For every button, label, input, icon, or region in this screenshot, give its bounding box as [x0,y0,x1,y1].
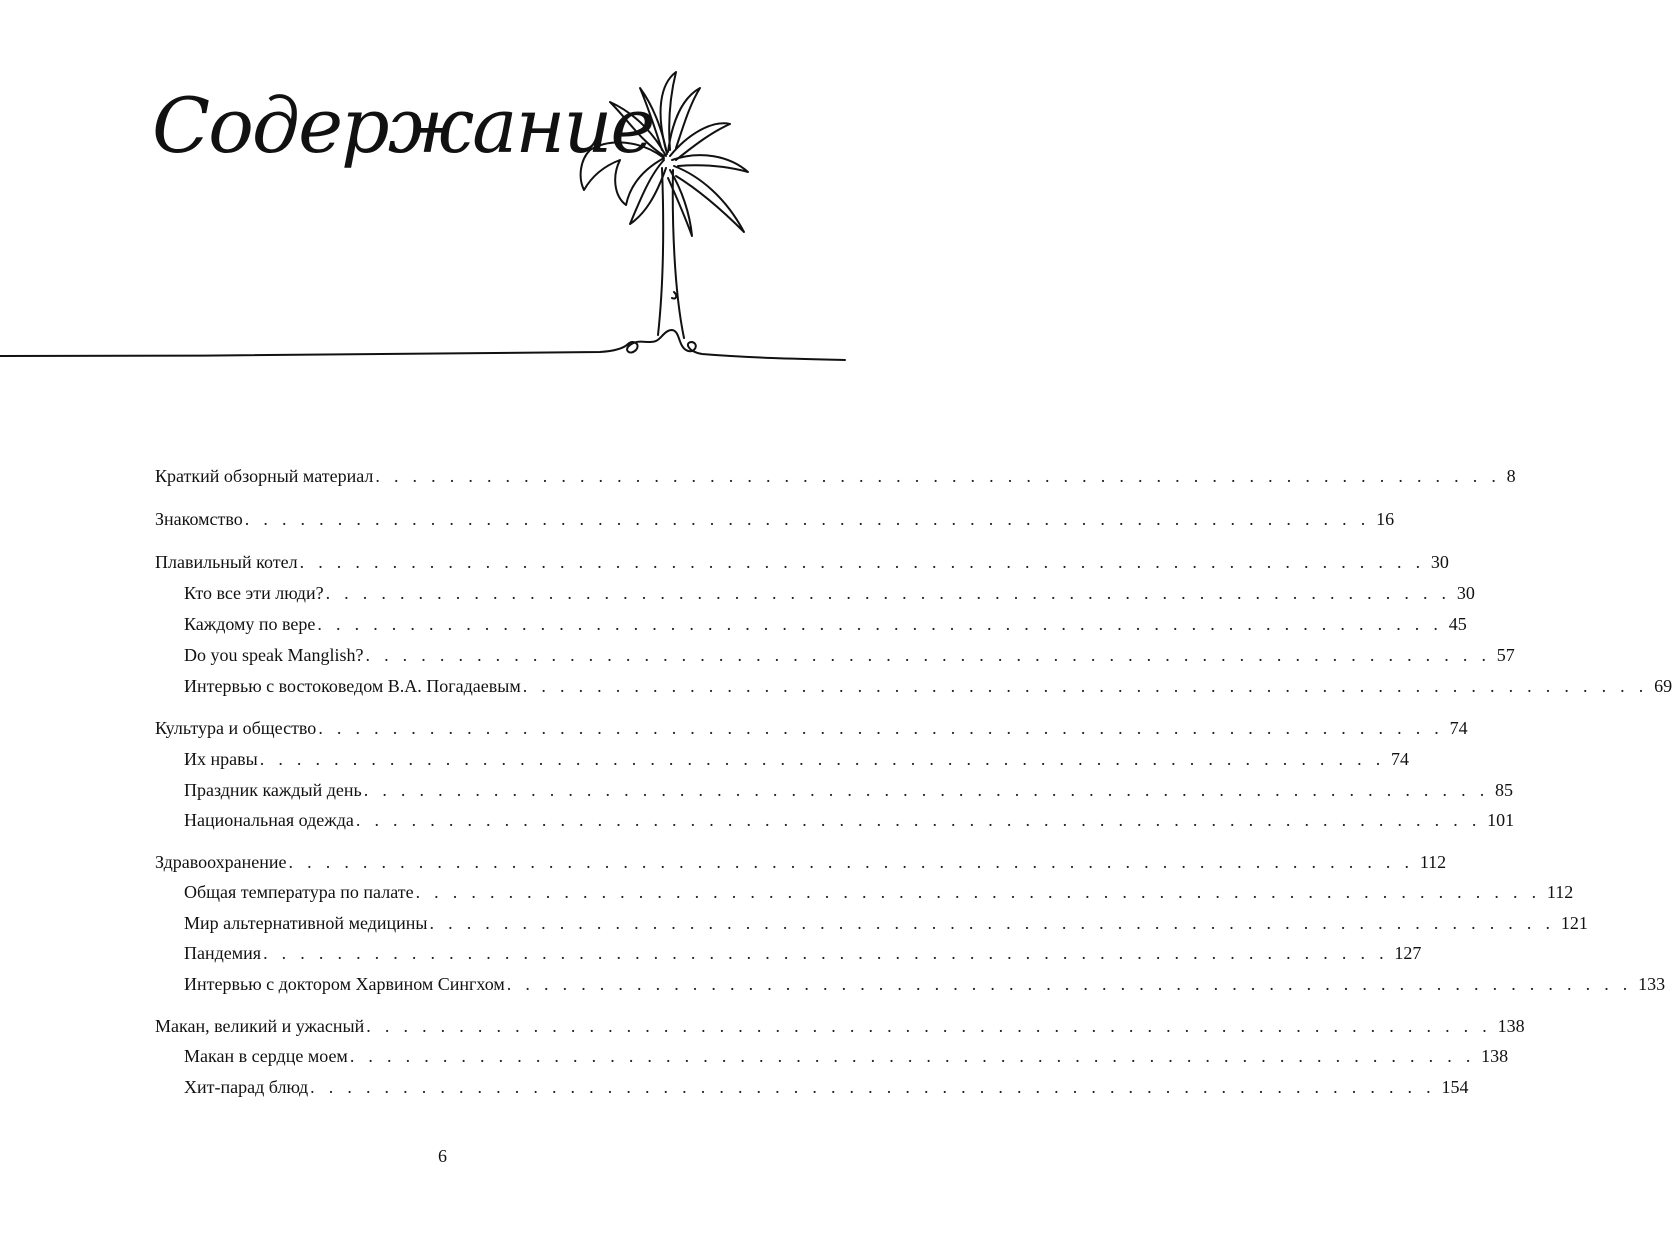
horizon-line [0,330,845,360]
dot-leader: . . . . . . . . . . . . . . . . . . . . . . . . . . . . . . . . . . . . . . . . . . . . . . . . . . . . . . . . . . . . . [366,1016,1492,1036]
toc-entry-title: Общая температура по палате [184,882,414,902]
toc-entry-page: 127 [1394,943,1422,963]
toc-entry-page: 8 [1506,466,1516,486]
dot-leader: . . . . . . . . . . . . . . . . . . . . . . . . . . . . . . . . . . . . . . . . . . . . . . . . . . . . . . . . . . . . . [288,852,1414,872]
toc-entry-page: 101 [1487,810,1515,830]
toc-entry-title: Национальная одежда [184,810,354,830]
toc-entry-title: Макан в сердце моем [184,1046,348,1066]
toc-subentry [184,612,1467,636]
toc-entry [155,716,1468,740]
toc-subentry [184,643,1515,667]
dot-leader: . . . . . . . . . . . . . . . . . . . . . . . . . . . . . . . . . . . . . . . . . . . . . . . . . . . . . . . . . . . . . [355,810,1482,830]
toc-entry-page: 30 [1430,552,1449,572]
toc-entry-page: 57 [1496,645,1515,665]
dot-leader: . . . . . . . . . . . . . . . . . . . . . . . . . . . . . . . . . . . . . . . . . . . . . . . . . . . . . . . . . . . . . [310,1077,1436,1097]
toc-entry [155,1014,1525,1038]
dot-leader: . . . . . . . . . . . . . . . . . . . . . . . . . . . . . . . . . . . . . . . . . . . . . . . . . . . . . . . . . . . . . [375,466,1501,486]
dot-leader: . . . . . . . . . . . . . . . . . . . . . . . . . . . . . . . . . . . . . . . . . . . . . . . . . . . . . . . . . . . . . [429,913,1555,933]
toc-entry [155,850,1447,874]
page-title: Содержание [152,81,654,170]
toc-entry-title: Плавильный котел [155,552,298,572]
dot-leader: . . . . . . . . . . . . . . . . . . . . . . . . . . . . . . . . . . . . . . . . . . . . . . . . . . . . . . . . . . . . . [415,882,1541,902]
toc-subentry [184,972,1666,996]
toc-entry-page: 112 [1419,852,1447,872]
toc-entry-page: 74 [1391,749,1410,769]
palm-frond [668,170,692,236]
toc-subentry [184,808,1515,832]
toc-entry-title: Каждому по вере [184,614,316,634]
toc-entry-page: 30 [1456,583,1475,603]
toc-subentry [184,941,1422,965]
toc-entry-page: 138 [1497,1016,1525,1036]
toc-subentry [184,880,1574,904]
dot-leader: . . . . . . . . . . . . . . . . . . . . . . . . . . . . . . . . . . . . . . . . . . . . . . . . . . . . . . . . . . . . . [522,676,1649,696]
palm-frond [661,72,676,150]
page-number: 6 [438,1146,447,1166]
dot-leader: . . . . . . . . . . . . . . . . . . . . . . . . . . . . . . . . . . . . . . . . . . . . . . . . . . . . . . . . . . . . . [299,552,1425,572]
toc-subentry [184,674,1672,698]
toc-entry-page: 45 [1448,614,1467,634]
palm-frond [610,102,666,156]
toc-entry-page: 16 [1376,509,1395,529]
dot-leader: . . . . . . . . . . . . . . . . . . . . . . . . . . . . . . . . . . . . . . . . . . . . . . . . . . . . . . . . . . . . . [263,943,1389,963]
toc-subentry [184,581,1475,605]
dot-leader: . . . . . . . . . . . . . . . . . . . . . . . . . . . . . . . . . . . . . . . . . . . . . . . . . . . . . . . . . . . . . [363,780,1490,800]
toc-entry-page: 74 [1449,718,1468,738]
toc-subentry [184,1075,1469,1099]
toc-entry-title: Культура и общество [155,718,317,738]
toc-entry-title: Их нравы [184,749,258,769]
toc-entry [155,507,1395,531]
toc-entry-title: Кто все эти люди? [184,583,324,603]
toc-subentry [184,911,1588,935]
dot-leader: . . . . . . . . . . . . . . . . . . . . . . . . . . . . . . . . . . . . . . . . . . . . . . . . . . . . . . . . . . . . . [325,583,1451,603]
toc-entry [155,464,1516,488]
toc-entry-title: Краткий обзорный материал [155,466,374,486]
toc-entry-title: Пандемия [184,943,262,963]
toc-entry-title: Интервью с востоковедом В.А. Погадаевым [184,676,521,696]
dot-leader: . . . . . . . . . . . . . . . . . . . . . . . . . . . . . . . . . . . . . . . . . . . . . . . . . . . . . . . . . . . . . [318,718,1444,738]
dot-leader: . . . . . . . . . . . . . . . . . . . . . . . . . . . . . . . . . . . . . . . . . . . . . . . . . . . . . . . . . . . . . [244,509,1371,529]
palm-tree-illustration [0,0,845,380]
toc-entry-page: 121 [1560,913,1588,933]
dot-leader: . . . . . . . . . . . . . . . . . . . . . . . . . . . . . . . . . . . . . . . . . . . . . . . . . . . . . . . . . . . . . [259,749,1386,769]
toc-entry-page: 85 [1495,780,1514,800]
toc-entry-title: Мир альтернативной медицины [184,913,428,933]
toc-entry-page: 138 [1481,1046,1509,1066]
toc-entry-title: Знакомство [155,509,243,529]
toc-subentry [184,747,1410,771]
toc-entry [155,550,1449,574]
palm-trunk [658,168,684,338]
toc-entry-title: Праздник каждый день [184,780,362,800]
toc-entry-page: 112 [1546,882,1574,902]
toc-entry-title: Do you speak Manglish? [184,645,364,665]
toc-entry-title: Хит-парад блюд [184,1077,309,1097]
toc-entry-page: 154 [1441,1077,1469,1097]
palm-frond [640,88,667,154]
toc-entry-page: 133 [1638,974,1666,994]
toc-entry-title: Интервью с доктором Харвином Сингхом [184,974,505,994]
dot-leader: . . . . . . . . . . . . . . . . . . . . . . . . . . . . . . . . . . . . . . . . . . . . . . . . . . . . . . . . . . . . . [349,1046,1476,1066]
toc-entry-title: Макан, великий и ужасный [155,1016,365,1036]
toc-entry-page: 69 [1654,676,1672,696]
toc-subentry [184,1044,1509,1068]
dot-leader: . . . . . . . . . . . . . . . . . . . . . . . . . . . . . . . . . . . . . . . . . . . . . . . . . . . . . . . . . . . . . [365,645,1491,665]
toc-subentry [184,778,1514,802]
palm-frond [581,142,664,205]
toc-entry-title: Здравоохранение [155,852,287,872]
dot-leader: . . . . . . . . . . . . . . . . . . . . . . . . . . . . . . . . . . . . . . . . . . . . . . . . . . . . . . . . . . . . . [506,974,1633,994]
dot-leader: . . . . . . . . . . . . . . . . . . . . . . . . . . . . . . . . . . . . . . . . . . . . . . . . . . . . . . . . . . . . . [317,614,1443,634]
